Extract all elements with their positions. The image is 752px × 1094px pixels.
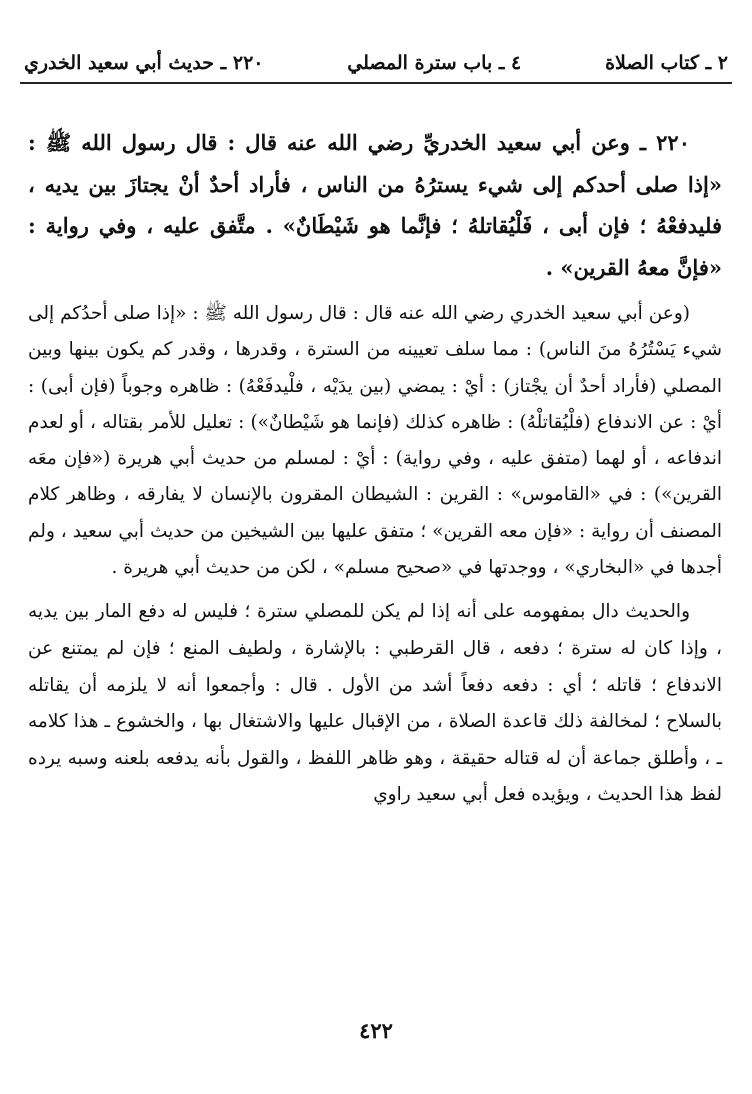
header-section: ٤ ـ باب سترة المصلي <box>347 52 522 74</box>
header-divider <box>20 82 732 84</box>
commentary-paragraph: (وعن أبي سعيد الخدري رضي الله عنه قال : قال رسول الله ﷺ : «إذا صلى أحدُكم إلى شيء يَسْتُرُهُ منَ الناس) : مما سلف تعيينه من السترة ، وقدرها ، وقدر كم يكون بينها وبين المصلي (فأراد أحدٌ أن يجْتاز) : أيْ : يمضي (بين يدَيْه ، فلْيدفَعْهُ) : ظاهره وجوباً (فإن أبى) : أيْ : عن الاندفاع (فلْيُقاتلْهُ) : ظاهره كذلك (فإنما هو شَيْطانٌ») : تعليل للأمر بقتاله ، أو لعدم اندفاعه ، أو لهما (متفق عليه ، وفي رواية) : أيْ : لمسلم من حديث أبي هريرة («فإن معَه القرين») : في «القاموس» : القرين : الشيطان المقرون بالإنسان لا يفارقه ، وظاهر كلام المصنف أن رواية : «فإن معه القرين» ؛ متفق عليها بين الشيخين من حديث أبي سعيد ، ولم أجدها في «البخاري» ، ووجدتها في «صحيح مسلم» ، لكن من حديث أبي هريرة . <box>28 303 722 579</box>
explanation-paragraph: والحديث دال بمفهومه على أنه إذا لم يكن للمصلي سترة ؛ فليس له دفع المار بين يديه ، وإذا كان له سترة ؛ دفعه ، قال القرطبي : بالإشارة ، ولطيف المنع ؛ فإن لم يمتنع عن الاندفاع ؛ قاتله ؛ أي : دفعه دفعاً أشد من الأول . قال : وأجمعوا أنه لا يلزمه أن يقاتله بالسلاح ؛ لمخالفة ذلك قاعدة الصلاة ، من الإقبال عليها والاشتغال بها ، والخشوع ـ هذا كلامه ـ ، وأطلق جماعة أن له قتاله حقيقة ، وهو ظاهر اللفظ ، والقول بأنه يدفعه بلعنه وسبه يرده لفظ هذا الحديث ، ويؤيده فعل أبي سعيد راوي <box>28 601 722 806</box>
running-header <box>24 46 728 80</box>
header-hadith-ref: ٢٢٠ ـ حديث أبي سعيد الخدري <box>24 52 264 74</box>
hadith-text: ٢٢٠ ـ وعن أبي سعيد الخدريِّ رضي الله عنه قال : قال رسول الله ﷺ : «إذا صلى أحدكم إلى شيء يسترُهُ من الناس ، فأراد أحدٌ أنْ يجتازَ بين يديه ، فليدفعْهُ ؛ فإن أبى ، فَلْيُقاتلهُ ؛ فإنَّما هو شَيْطَانٌ» . متَّفق عليه ، وفي رواية : «فإنَّ معهُ القرين» . <box>28 130 722 280</box>
page-body <box>28 122 722 822</box>
page-number: ٤٢٢ <box>359 1018 393 1043</box>
header-chapter: ٢ ـ كتاب الصلاة <box>605 52 728 74</box>
